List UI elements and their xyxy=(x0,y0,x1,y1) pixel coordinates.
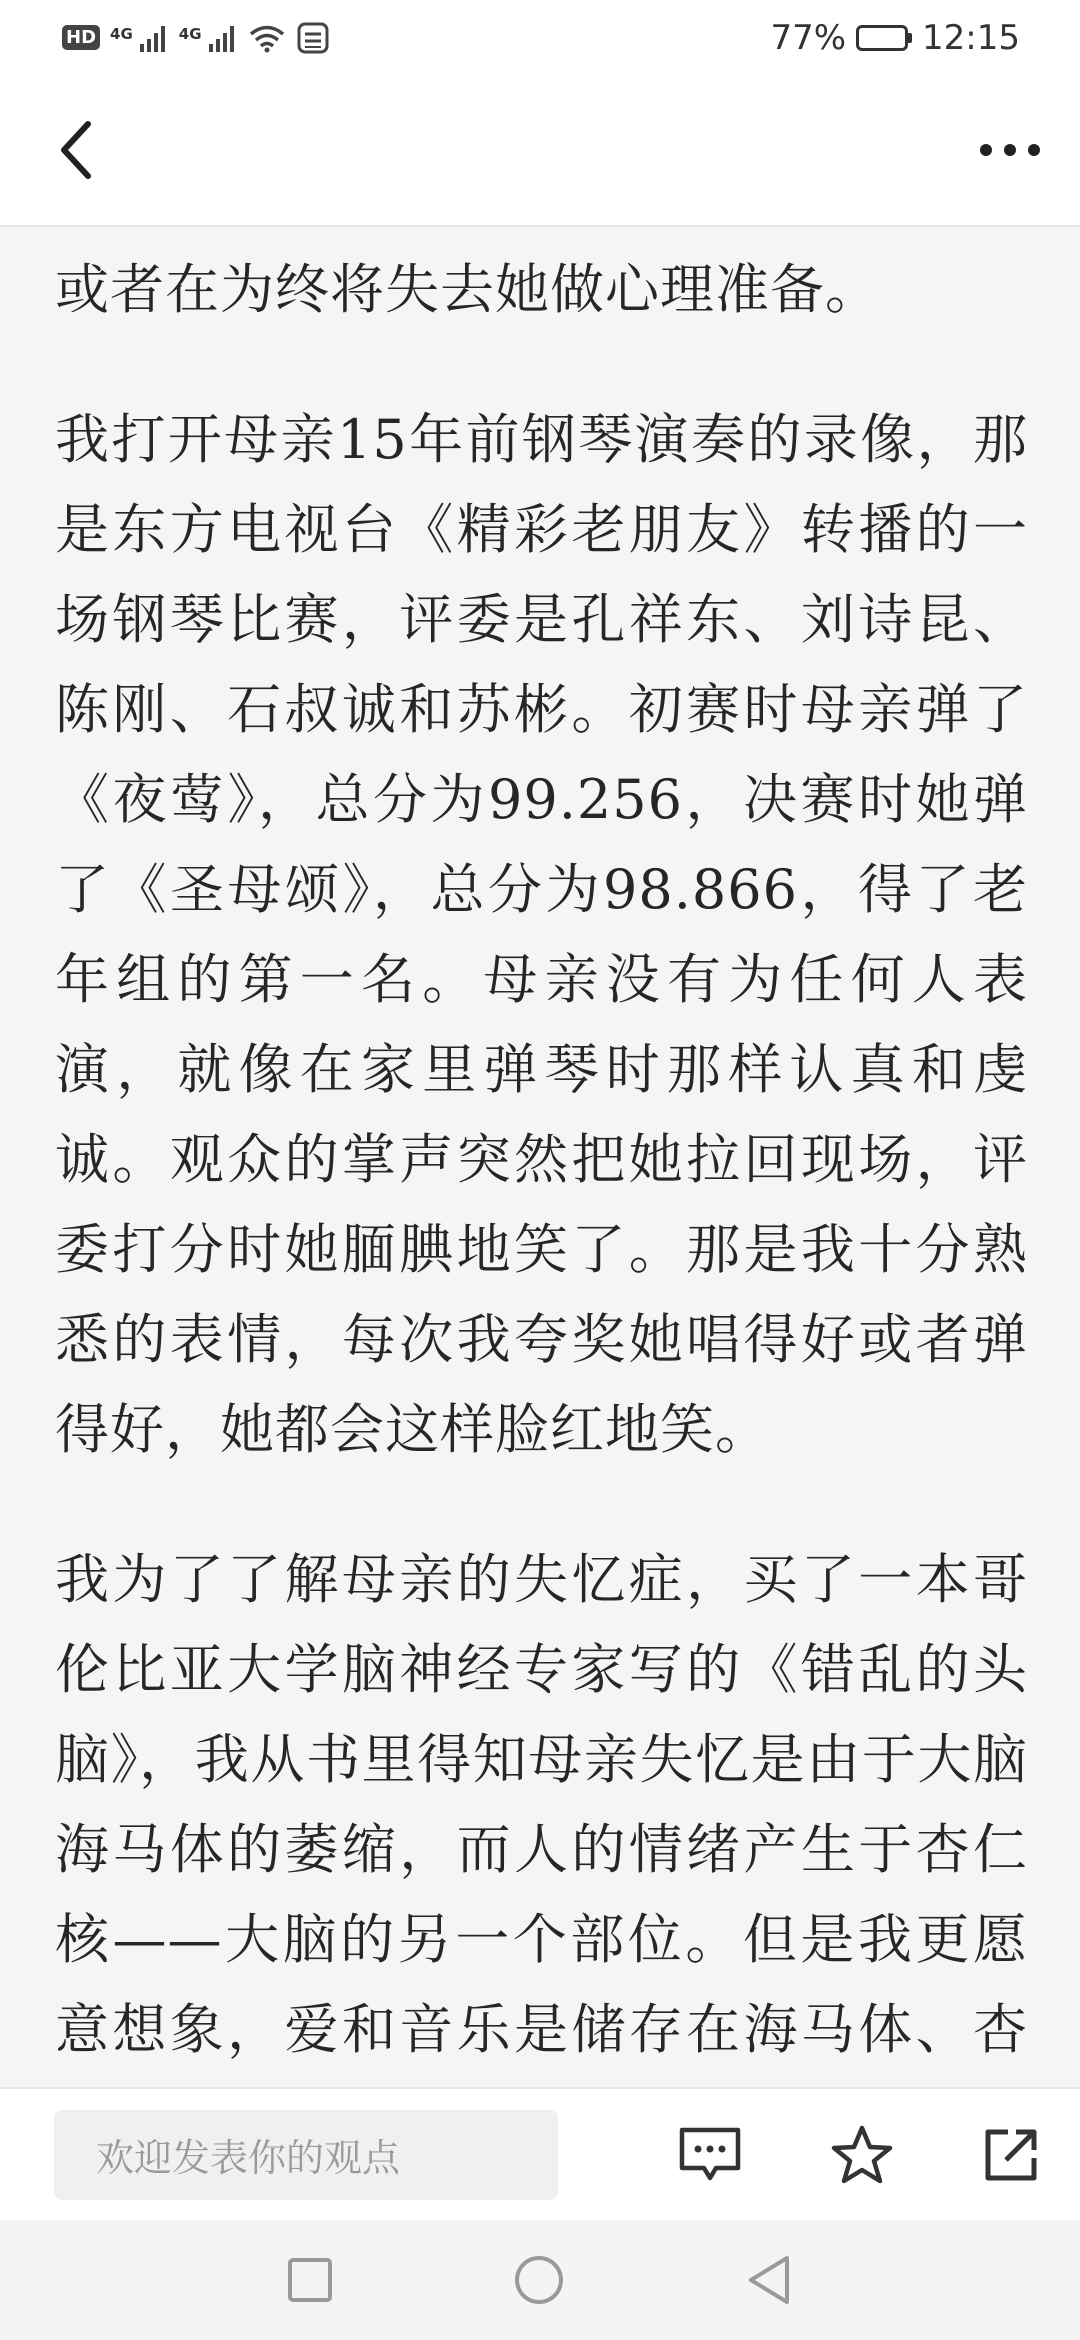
home-button[interactable] xyxy=(513,2254,565,2306)
status-right xyxy=(770,18,1020,58)
article-paragraph: 我为了了解母亲的失忆症，买了一本哥伦比亚大学脑神经专家写的《错乱的头脑》，我从书里得知母亲失忆是由于大脑海马体的萎缩，而人的情绪产生于杏仁核——大脑的另一个部位。但是我更愿意想象，爱和音乐是储存在海马体、杏 xyxy=(55,1548,1028,2061)
sim1-network-type: 4G xyxy=(110,24,133,43)
triangle-back-icon xyxy=(745,2254,793,2306)
action-buttons xyxy=(678,2124,1042,2186)
status-bar xyxy=(0,0,1080,75)
comment-input[interactable]: 欢迎发表你的观点 xyxy=(54,2110,558,2200)
comment-button[interactable] xyxy=(678,2126,742,2184)
share-button[interactable] xyxy=(982,2126,1040,2184)
comment-icon xyxy=(678,2126,742,2184)
clock: 12:15 xyxy=(922,17,1020,58)
signal-icon xyxy=(208,24,238,52)
circle-icon xyxy=(513,2254,565,2306)
article-paragraph: 我打开母亲15年前钢琴演奏的录像，那是东方电视台《精彩老朋友》转播的一场钢琴比赛，评委是孔祥东、刘诗昆、陈刚、石叔诚和苏彬。初赛时母亲弹了《夜莺》，总分为99.256，决赛时她弹了《圣母颂》，总分为98.866，得了老年组的第一名。母亲没有为任何人表演，就像在家里弹琴时那样认真和虔诚。观众的掌声突然把她拉回现场，评委打分时她腼腆地笑了。那是我十分熟悉的表情，每次我夸奖她唱得好或者弹得好，她都会这样脸红地笑。 xyxy=(55,408,1028,1461)
favorite-button[interactable] xyxy=(830,2124,894,2186)
comment-bar xyxy=(0,2087,1080,2220)
square-icon xyxy=(287,2257,333,2303)
more-dots-icon xyxy=(978,140,1042,160)
battery-percent: 77% xyxy=(770,17,847,58)
more-button[interactable] xyxy=(978,140,1042,160)
chevron-left-icon xyxy=(56,120,96,180)
back-button[interactable] xyxy=(56,120,96,180)
top-bar xyxy=(0,75,1080,227)
star-icon xyxy=(830,2124,894,2186)
system-back-button[interactable] xyxy=(745,2254,793,2306)
system-nav-bar xyxy=(0,2220,1080,2340)
data-saver-icon xyxy=(296,21,330,55)
signal-icon xyxy=(139,24,169,52)
article-paragraph: 或者在为终将失去她做心理准备。 xyxy=(55,258,880,321)
article-body xyxy=(0,227,1080,2087)
recent-apps-button[interactable] xyxy=(287,2257,333,2303)
battery-icon xyxy=(856,25,912,51)
wifi-icon xyxy=(248,23,286,53)
sim2-network-type: 4G xyxy=(178,24,202,43)
share-icon xyxy=(982,2126,1040,2184)
hd-badge: HD xyxy=(62,25,100,50)
status-left xyxy=(62,21,330,55)
